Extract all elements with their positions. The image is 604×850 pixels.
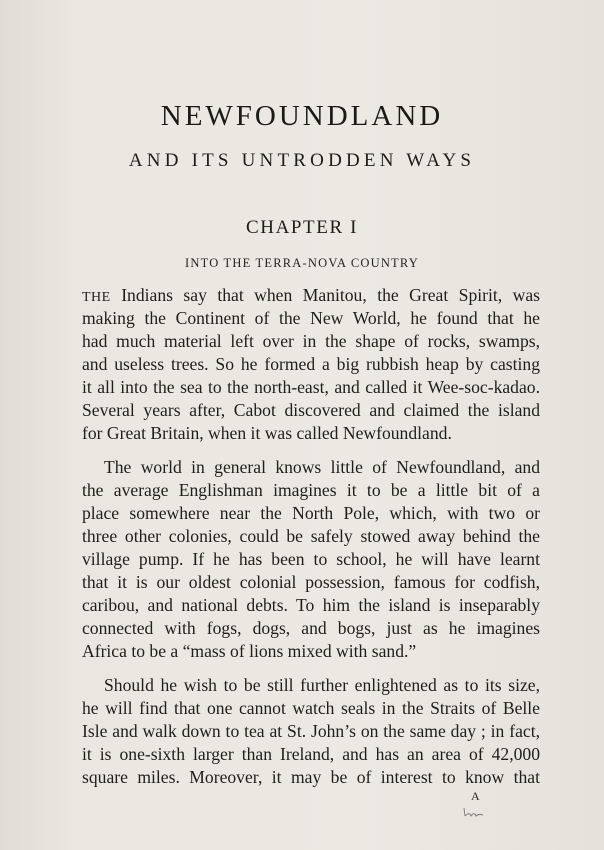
text-line: for Great Britain, when it was called Newfoundland. (82, 423, 452, 443)
chapter-heading: CHAPTER I (245, 217, 359, 238)
text-line: had much material left over in the shape of rocks, swamps, (82, 331, 540, 351)
text-line: place somewhere near the North Pole, which, with two or (82, 503, 540, 523)
text-line: he will find that one cannot watch seals in the Straits of Belle (82, 698, 540, 718)
book-subtitle: AND ITS UNTRODDEN WAYS (128, 150, 476, 171)
text-line: it all into the sea to the north-east, and called it Wee-soc-kadao. (82, 377, 540, 397)
text-line: Isle and walk down to tea at St. John’s on the same day ; in fact, (82, 721, 540, 741)
chapter-title: INTO THE TERRA-NOVA COUNTRY (185, 256, 419, 270)
text-line (82, 284, 540, 307)
text-line: Should he wish to be still further enlightened as to its size, (104, 675, 540, 695)
text-line: The world in general knows little of Newfoundland, and (104, 457, 540, 477)
line-text: Indians say that when Manitou, the Great Spirit, was (121, 285, 541, 305)
text-line: and useless trees. So he formed a big rubbish heap by casting (82, 354, 540, 374)
book-title: NEWFOUNDLAND (160, 100, 444, 132)
text-line: that it is our oldest colonial possession, famous for codfish, (82, 572, 540, 592)
text-line: Several years after, Cabot discovered and claimed the island (82, 400, 540, 420)
pencil-mark-icon (462, 805, 488, 819)
signature-mark: A (471, 789, 480, 803)
opening-initial: THE (82, 290, 111, 305)
text-line: square miles. Moreover, it may be of interest to know that (82, 767, 540, 787)
text-line: making the Continent of the New World, he found that he (82, 308, 540, 328)
text-line: it is one-sixth larger than Ireland, and has an area of 42,000 (82, 744, 540, 764)
text-line: caribou, and national debts. To him the island is inseparably (82, 595, 540, 615)
text-line: connected with fogs, dogs, and bogs, just as he imagines (82, 618, 540, 638)
text-line: Africa to be a “mass of lions mixed with sand.” (82, 641, 417, 661)
text-line: the average Englishman imagines it to be a little bit of a (82, 480, 540, 500)
text-line: village pump. If he has been to school, he will have learnt (82, 549, 540, 569)
text-line: three other colonies, could be safely stowed away behind the (82, 526, 540, 546)
